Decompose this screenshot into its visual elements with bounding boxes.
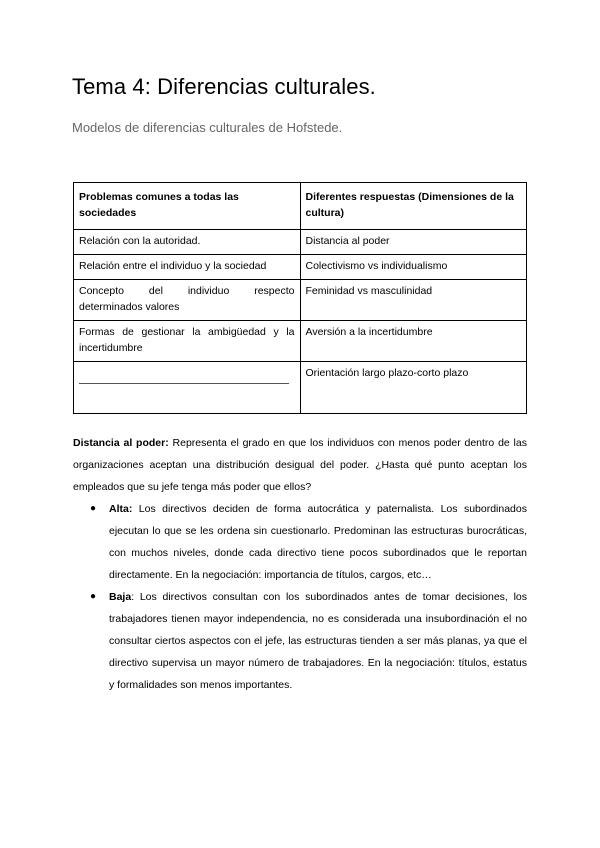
table-cell-response: Distancia al poder xyxy=(300,230,527,255)
table-row xyxy=(74,321,527,362)
table-cell-problem-blank xyxy=(74,362,301,414)
table-cell-response: Aversión a la incertidumbre xyxy=(300,321,527,362)
table-cell-response: Orientación largo plazo-corto plazo xyxy=(300,362,527,414)
hofstede-table xyxy=(73,182,527,414)
table-cell-response: Colectivismo vs individualismo xyxy=(300,255,527,280)
bullet-text: : Los directivos consultan con los subordinados antes de tomar decisiones, los trabajadores tienen mayor independencia, no es considerada una insubordinación el no consultar ciertos aspectos con el jefe, las estructuras tienden a ser más planas, ya que el directivo supervisa un mayor número de trabajadores. En la negociación: títulos, estatus y formalidades son menos importantes. xyxy=(109,591,527,691)
page-title: Tema 4: Diferencias culturales. xyxy=(72,74,376,99)
intro-paragraph xyxy=(73,432,527,498)
table-cell-problem: Concepto del individuo respecto determinados valores xyxy=(74,280,301,321)
table-row xyxy=(74,362,527,414)
table-header-responses: Diferentes respuestas (Dimensiones de la cultura) xyxy=(300,183,527,230)
bullet-icon: ● xyxy=(90,503,97,514)
page-subtitle: Modelos de diferencias culturales de Hofstede. xyxy=(72,120,343,135)
table-cell-problem: Relación con la autoridad. xyxy=(74,230,301,255)
intro-text: Representa el grado en que los individuos con menos poder dentro de las organizaciones aceptan una distribución desigual del poder. ¿Hasta qué punto aceptan los empleados que su jefe tenga más poder que ellos? xyxy=(73,437,527,493)
bullet-icon: ● xyxy=(90,591,97,602)
table-cell-problem: Relación entre el individuo y la sociedad xyxy=(74,255,301,280)
bullet-term: Alta: xyxy=(109,503,133,515)
list-item xyxy=(73,586,527,696)
table-cell-response: Feminidad vs masculinidad xyxy=(300,280,527,321)
table-row xyxy=(74,255,527,280)
body-text xyxy=(73,432,527,696)
bullet-text: Los directivos deciden de forma autocrática y paternalista. Los subordinados ejecutan lo que se les ordena sin cuestionarlo. Predominan las estructuras burocráticas, con muchos niveles, donde cada directivo tiene pocos subordinados que le reportan directamente. En la negociación: importancia de títulos, cargos, etc… xyxy=(109,503,527,581)
table-row xyxy=(74,230,527,255)
intro-term: Distancia al poder: xyxy=(73,437,169,449)
list-item xyxy=(73,498,527,586)
bullet-term: Baja xyxy=(109,591,132,603)
table-header-problems: Problemas comunes a todas las sociedades xyxy=(74,183,301,230)
table-header-row xyxy=(74,183,527,230)
table-cell-problem: Formas de gestionar la ambigüedad y la incertidumbre xyxy=(74,321,301,362)
blank-underline xyxy=(79,383,289,384)
bullet-list xyxy=(73,498,527,696)
table-row xyxy=(74,280,527,321)
